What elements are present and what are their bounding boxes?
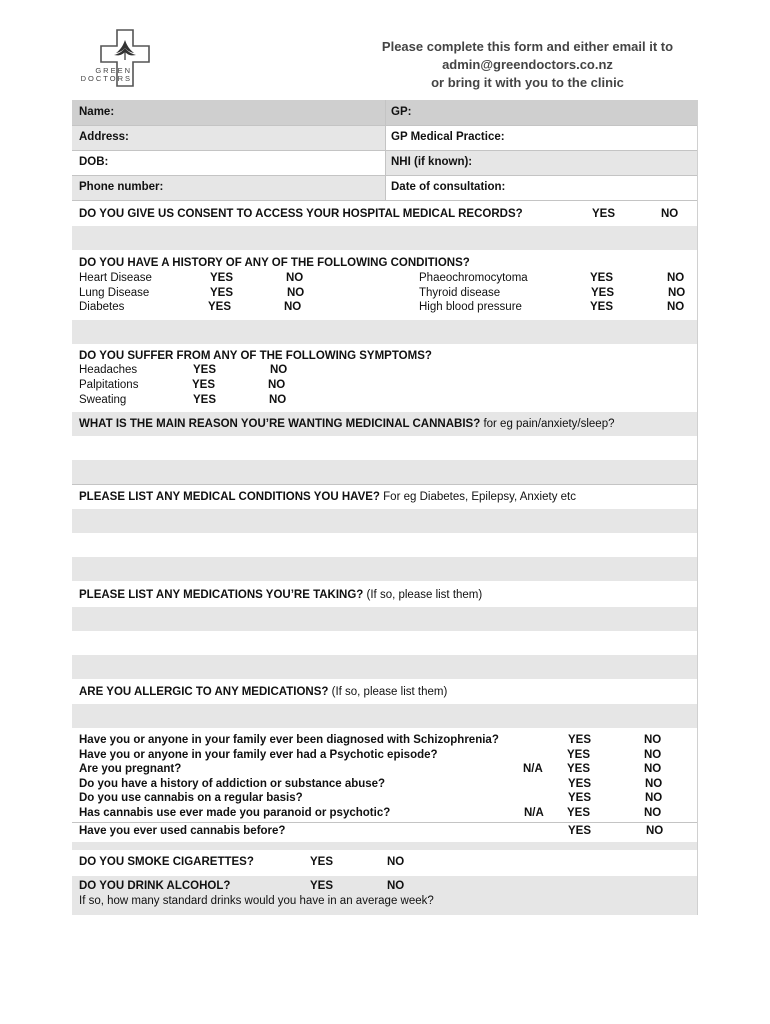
address-label: Address: <box>79 131 129 143</box>
address-field[interactable] <box>72 125 385 150</box>
used-before-yes[interactable]: YES <box>568 825 592 837</box>
instruction-email: admin@greendoctors.co.nz <box>442 57 613 72</box>
smoke-row <box>72 850 697 876</box>
lung-disease-no[interactable]: NO <box>287 287 305 299</box>
consent-no[interactable]: NO <box>661 208 679 220</box>
condition-phaeochromocytoma: Phaeochromocytoma <box>419 272 528 284</box>
psychotic-no[interactable]: NO <box>644 749 662 761</box>
medications-row <box>72 583 697 607</box>
paranoid-no[interactable]: NO <box>644 807 662 819</box>
dob-label: DOB: <box>79 156 109 168</box>
med-conditions-answer-line-3[interactable] <box>72 557 697 581</box>
alcohol-yes[interactable]: YES <box>310 880 334 892</box>
med-conditions-answer-line-1[interactable] <box>72 509 697 533</box>
condition-lung-disease: Lung Disease <box>79 287 150 299</box>
gp-practice-field[interactable] <box>385 125 697 150</box>
allergies-row <box>72 680 697 704</box>
med-conditions-question <box>79 491 576 503</box>
logo-text-green: GREEN <box>95 66 132 75</box>
divider <box>72 822 697 823</box>
smoke-no[interactable]: NO <box>387 856 405 868</box>
patient-form <box>72 100 698 915</box>
divider <box>72 150 697 151</box>
medications-question <box>79 589 482 601</box>
sweating-no[interactable]: NO <box>269 394 287 406</box>
symptom-palpitations: Palpitations <box>79 379 139 391</box>
thyroid-no[interactable]: NO <box>668 287 686 299</box>
used-before-no[interactable]: NO <box>646 825 664 837</box>
high-blood-pressure-yes[interactable]: YES <box>590 301 614 313</box>
symptom-headaches: Headaches <box>79 364 138 376</box>
lung-disease-yes[interactable]: YES <box>210 287 234 299</box>
condition-heart-disease: Heart Disease <box>79 272 152 284</box>
history-question-pregnant: Are you pregnant? <box>79 763 182 775</box>
consent-yes[interactable]: YES <box>592 208 616 220</box>
high-blood-pressure-no[interactable]: NO <box>667 301 685 313</box>
medications-question-text: PLEASE LIST ANY MEDICATIONS YOU’RE TAKING? <box>79 589 364 601</box>
name-label: Name: <box>79 106 115 118</box>
history-question-regular-use: Do you use cannabis on a regular basis? <box>79 792 303 804</box>
green-doctors-logo <box>70 28 165 88</box>
med-conditions-question-text: PLEASE LIST ANY MEDICAL CONDITIONS YOU HAVE? <box>79 491 380 503</box>
dob-field[interactable] <box>72 150 385 175</box>
condition-thyroid: Thyroid disease <box>419 287 501 299</box>
medications-answer-line-1[interactable] <box>72 607 697 631</box>
consent-row <box>72 204 697 226</box>
history-question-used-before: Have you ever used cannabis before? <box>79 825 286 837</box>
condition-diabetes: Diabetes <box>79 301 125 313</box>
allergies-question-text: ARE YOU ALLERGIC TO ANY MEDICATIONS? <box>79 686 329 698</box>
thyroid-yes[interactable]: YES <box>591 287 615 299</box>
addiction-no[interactable]: NO <box>645 778 663 790</box>
symptoms-title: DO YOU SUFFER FROM ANY OF THE FOLLOWING SYMPTOMS? <box>79 350 432 362</box>
medications-answer-line-3[interactable] <box>72 655 697 679</box>
consult-date-label: Date of consultation: <box>391 181 506 193</box>
blank-row <box>72 226 697 250</box>
reason-answer-line-2[interactable] <box>72 460 697 484</box>
regular-use-no[interactable]: NO <box>645 792 663 804</box>
reason-question <box>79 418 615 430</box>
divider <box>72 175 697 176</box>
allergies-hint: (If so, please list them) <box>331 686 448 698</box>
allergies-answer-line[interactable] <box>72 704 697 728</box>
gp-practice-label: GP Medical Practice: <box>391 131 505 143</box>
gp-label: GP: <box>391 106 412 118</box>
heart-disease-no[interactable]: NO <box>286 272 304 284</box>
pregnant-yes[interactable]: YES <box>567 763 591 775</box>
alcohol-question: DO YOU DRINK ALCOHOL? <box>79 880 231 892</box>
med-conditions-hint: For eg Diabetes, Epilepsy, Anxiety etc <box>383 491 576 503</box>
palpitations-no[interactable]: NO <box>268 379 286 391</box>
sweating-yes[interactable]: YES <box>193 394 217 406</box>
conditions-section <box>72 250 697 320</box>
history-question-addiction: Do you have a history of addiction or substance abuse? <box>79 778 386 790</box>
logo-text-doctors: DOCTORS <box>80 74 132 83</box>
diabetes-no[interactable]: NO <box>284 301 302 313</box>
alcohol-follow-up: If so, how many standard drinks would you have in an average week? <box>79 895 434 907</box>
history-question-schizophrenia: Have you or anyone in your family ever been diagnosed with Schizophrenia? <box>79 734 499 746</box>
reason-row <box>72 412 697 436</box>
alcohol-no[interactable]: NO <box>387 880 405 892</box>
medications-hint: (If so, please list them) <box>366 589 483 601</box>
headaches-yes[interactable]: YES <box>193 364 217 376</box>
reason-question-text: WHAT IS THE MAIN REASON YOU’RE WANTING MEDICINAL CANNABIS? <box>79 418 481 430</box>
history-section <box>72 730 697 842</box>
reason-answer-line-1[interactable] <box>72 436 697 460</box>
history-question-psychotic: Have you or anyone in your family ever had a Psychotic episode? <box>79 749 438 761</box>
schizophrenia-no[interactable]: NO <box>644 734 662 746</box>
reason-hint: for eg pain/anxiety/sleep? <box>483 418 615 430</box>
paranoid-yes[interactable]: YES <box>567 807 591 819</box>
regular-use-yes[interactable]: YES <box>568 792 592 804</box>
pregnant-no[interactable]: NO <box>644 763 662 775</box>
divider <box>72 200 697 201</box>
heart-disease-yes[interactable]: YES <box>210 272 234 284</box>
history-question-paranoid: Has cannabis use ever made you paranoid or psychotic? <box>79 807 391 819</box>
symptom-sweating: Sweating <box>79 394 127 406</box>
divider <box>72 125 697 126</box>
allergies-question <box>79 686 447 698</box>
addiction-yes[interactable]: YES <box>568 778 592 790</box>
form-instructions <box>350 38 705 92</box>
phone-label: Phone number: <box>79 181 164 193</box>
conditions-title: DO YOU HAVE A HISTORY OF ANY OF THE FOLLOWING CONDITIONS? <box>79 257 470 269</box>
med-conditions-answer-line-2[interactable] <box>72 533 697 557</box>
consult-date-field[interactable] <box>385 175 697 200</box>
psychotic-yes[interactable]: YES <box>567 749 591 761</box>
blank-row <box>72 320 697 344</box>
medications-answer-line-2[interactable] <box>72 631 697 655</box>
headaches-no[interactable]: NO <box>270 364 288 376</box>
symptoms-section <box>72 344 697 412</box>
phaeochromocytoma-yes[interactable]: YES <box>590 272 614 284</box>
palpitations-yes[interactable]: YES <box>192 379 216 391</box>
smoke-question: DO YOU SMOKE CIGARETTES? <box>79 856 254 868</box>
nhi-label: NHI (if known): <box>391 156 473 168</box>
diabetes-yes[interactable]: YES <box>208 301 232 313</box>
blank-row <box>72 842 697 850</box>
consent-question: DO YOU GIVE US CONSENT TO ACCESS YOUR HOSPITAL MEDICAL RECORDS? <box>79 208 523 220</box>
paranoid-na[interactable]: N/A <box>524 807 544 819</box>
phone-field[interactable] <box>72 175 385 200</box>
smoke-yes[interactable]: YES <box>310 856 334 868</box>
alcohol-row <box>72 876 697 915</box>
condition-high-blood-pressure: High blood pressure <box>419 301 522 313</box>
pregnant-na[interactable]: N/A <box>523 763 543 775</box>
nhi-field[interactable] <box>385 150 697 175</box>
med-conditions-row <box>72 485 697 509</box>
instruction-line-1: Please complete this form and either email it to <box>381 39 674 54</box>
phaeochromocytoma-no[interactable]: NO <box>667 272 685 284</box>
schizophrenia-yes[interactable]: YES <box>568 734 592 746</box>
instruction-line-3: or bring it with you to the clinic <box>431 75 624 90</box>
